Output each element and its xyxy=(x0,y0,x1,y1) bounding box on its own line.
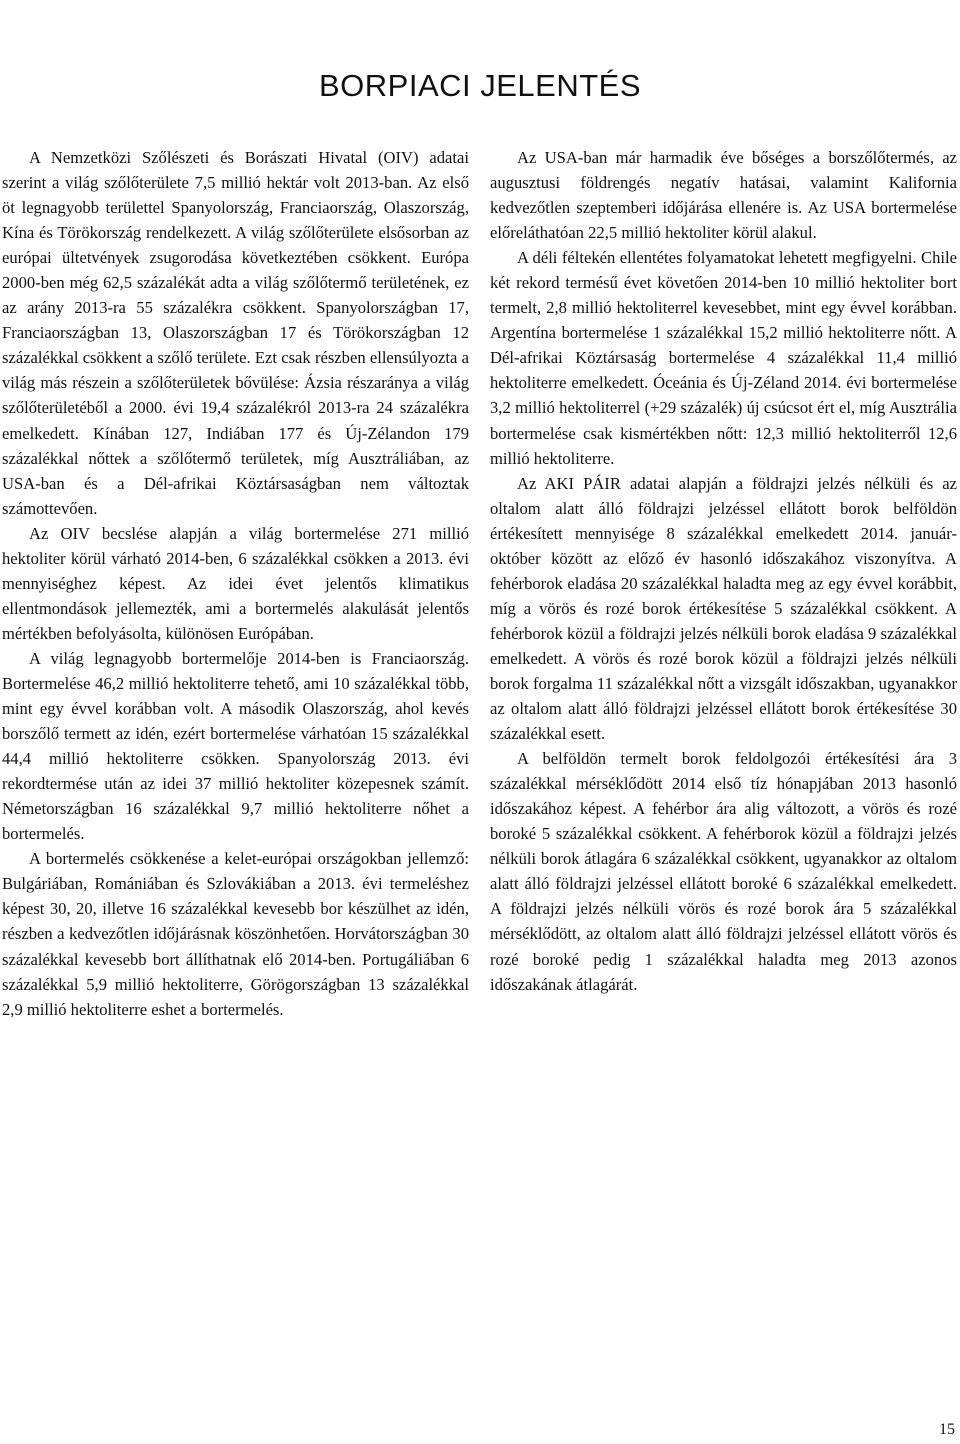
paragraph: A világ legnagyobb bortermelője 2014-ben is Franciaország. Bortermelése 46,2 millió hektoliterre tehető, ami 10 százalékkal több, mint egy évvel korábban volt. A második Olaszország, ahol kevés borszőlő termett az idén, ezért bortermelése várhatóan 15 százalékkal 44,4 millió hektoliterre csökken. Spanyolország 2013. évi rekordtermése után az idei 37 millió hektoliter közepesnek számít. Németországban 16 százalékkal 9,7 millió hektoliterre nőhet a bortermelés. xyxy=(2,648,469,844)
paragraph: A Nemzetközi Szőlészeti és Borászati Hivatal (OIV) adatai szerint a világ szőlőterülete 7,5 millió hektár volt 2013-ban. Az első öt legnagyobb területtel Spanyolország, Franciaország, Olaszország, Kína és Törökország rendelkezett. A világ szőlőterülete elsősorban az európai ültetvények zsugorodása következtében csökkent. Európa 2000-ben még 62,5 százalékát adta a világ szőlőtermő területének, ez az arány 2013-ra 55 százalékra csökkent. Spanyolországban 17, Franciaországban 13, Olaszországban 17 és Törökországban 12 százalékkal csökkent a szőlő területe. Ezt csak részben ellensúlyozta a világ más részein a szőlőterületek bővülése: Ázsia részaránya a világ szőlőterületéből a 2000. évi 19,4 százalékról 2013-ra 24 százalékra emelkedett. Kínában 127, Indiában 177 és Új-Zélandon 179 százalékkal nőttek a szőlőtermő területek, míg Ausztráliában, az USA-ban és a Dél-afrikai Köztársaságban nem változtak számottevően. xyxy=(2,148,469,518)
paragraph: A belföldön termelt borok feldolgozói értékesítési ára 3 százalékkal mérséklődött 2014 első tíz hónapjában 2013 hasonló időszakához képest. A fehérbor ára alig változott, a vörös és rozé boroké 5 százalékkal csökkent. A fehérborok közül a földrajzi jelzés nélküli borok átlagára 6 százalékkal csökkent, ugyanakkor az oltalom alatt álló földrajzi jelzéssel ellátott boroké 6 százalékkal emelkedett. A földrajzi jelzés nélküli vörös és rozé borok ára 5 százalékkal mérséklődött, az oltalom alatt álló földrajzi jelzéssel ellátott vörös és rozé boroké pedig 1 százalékkal haladta meg 2013 azonos időszakának átlagárát. xyxy=(490,749,957,994)
paragraph: Az AKI PÁIR adatai alapján a földrajzi jelzés nélküli és az oltalom alatt álló földrajzi jelzéssel ellátott borok belföldön értékesített mennyisége 8 százalékkal emelkedett 2014. január-október között az előző év hasonló időszakához viszonyítva. A fehérborok eladása 20 százalékkal haladta meg az egy évvel korábbit, míg a vörös és rozé borok értékesítése 5 százalékkal csökkent. A fehérborok közül a földrajzi jelzés nélküli borok eladása 9 százalékkal emelkedett. A vörös és rozé borok közül a földrajzi jelzés nélküli borok forgalma 11 százalékkal nőtt a vizsgált időszakban, ugyanakkor az oltalom alatt álló földrajzi jelzéssel ellátott borok értékesítése 30 százalékkal esett. xyxy=(490,473,957,744)
paragraph: A bortermelés csökkenése a kelet-európai országokban jellemző: Bulgáriában, Romániában és Szlovákiában a 2013. évi termeléshez képest 30, 20, illetve 16 százalékkal kevesebb bor készülhet az idén, részben a kedvezőtlen időjárásnak köszönhetően. Horvátországban 30 százalékkal kevesebb bort állíthatnak elő 2014-ben. Portugáliában 6 százalékkal 5,9 millió hektoliterre, Görögországban 13 százalékkal 2,9 millió hektoliterre eshet a bortermelés. xyxy=(2,849,469,1019)
right-column xyxy=(490,145,957,997)
left-column xyxy=(2,145,469,1022)
paragraph: A déli féltekén ellentétes folyamatokat lehetett megfigyelni. Chile két rekord termésű évet követően 2014-ben 10 millió hektoliter bort termelt, 2,8 millió hektoliterrel kevesebbet, mint egy évvel korábban. Argentína bortermelése 1 százalékkal 15,2 millió hektoliterre nőtt. A Dél-afrikai Köztársaság bortermelése 4 százalékkal 11,4 millió hektoliterre emelkedett. Óceánia és Új-Zéland 2014. évi bortermelése 3,2 millió hektoliterrel (+29 százalék) új csúcsot ért el, míg Ausztrália bortermelése csak kismértékben nőtt: 12,3 millió hektoliterről 12,6 millió hektoliterre. xyxy=(490,248,957,468)
page-title: BORPIACI JELENTÉS xyxy=(318,68,642,103)
paragraph: Az OIV becslése alapján a világ bortermelése 271 millió hektoliter körül várható 2014-ben, 6 százalékkal csökken a 2013. évi mennyiséghez képest. Az idei évet jelentős klimatikus ellentmondások jellemezték, ami a bortermelés alakulását jelentős mértékben befolyásolta, különösen Európában. xyxy=(2,523,469,643)
paragraph: Az USA-ban már harmadik éve bőséges a borszőlőtermés, az augusztusi földrengés negatív hatásai, valamint Kalifornia kedvezőtlen szeptemberi időjárása ellenére is. Az USA bortermelése előreláthatóan 22,5 millió hektoliter körül alakul. xyxy=(490,148,957,243)
page-number: 15 xyxy=(939,1421,955,1438)
